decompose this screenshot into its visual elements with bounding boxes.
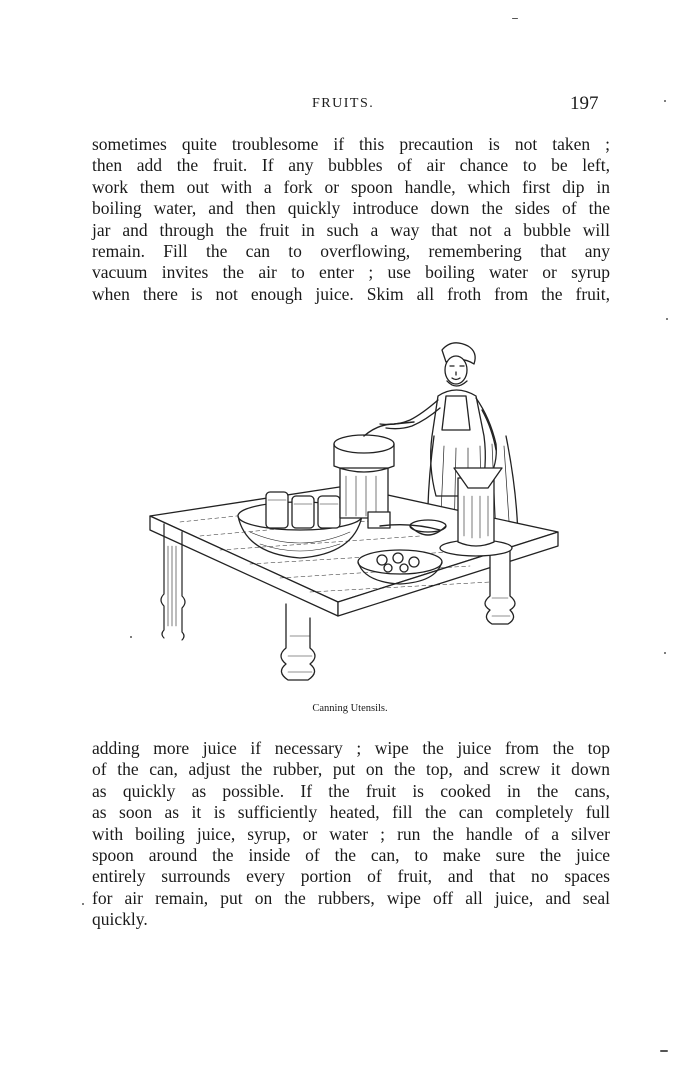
text-line: remain. Fill the can to overflowing, remembering that any <box>92 240 610 261</box>
text-line: spoon around the inside of the can, to make sure the juice <box>92 844 610 865</box>
text-line: adding more juice if necessary ; wipe the juice from the top <box>92 738 610 758</box>
print-speck <box>82 903 84 905</box>
text-line: vacuum invites the air to enter ; use boiling water or syrup <box>92 262 610 283</box>
page-number: 197 <box>570 93 599 114</box>
print-speck <box>664 100 666 102</box>
running-head <box>0 93 700 120</box>
text-line: with boiling juice, syrup, or water ; run the handle of a silver <box>92 823 610 844</box>
print-speck <box>660 1050 668 1052</box>
text-line: quickly. <box>92 909 148 930</box>
text-line: boiling water, and then quickly introduce down the sides of the <box>92 198 610 219</box>
top-paragraph <box>92 134 610 305</box>
figure-caption: Canning Utensils. <box>312 703 388 714</box>
bottom-paragraph <box>92 738 610 931</box>
text-line: jar and through the fruit in such a way that not a bubble will <box>92 219 610 240</box>
text-line: when there is not enough juice. Skim all froth from the fruit, <box>92 283 610 304</box>
print-speck <box>130 636 132 638</box>
print-speck <box>664 652 666 654</box>
text-line: work them out with a fork or spoon handle, which first dip in <box>92 176 610 197</box>
text-line: for air remain, put on the rubbers, wipe off all juice, and seal <box>92 887 610 908</box>
text-line: as soon as it is sufficiently heated, fill the can completely full <box>92 802 610 823</box>
text-line: then add the fruit. If any bubbles of air chance to be left, <box>92 155 610 176</box>
canning-utensils-illustration <box>120 336 560 692</box>
running-title: FRUITS. <box>312 96 375 111</box>
print-speck <box>512 18 518 19</box>
print-speck <box>666 318 668 320</box>
text-line: sometimes quite troublesome if this precaution is not taken ; <box>92 134 610 154</box>
text-line: as quickly as possible. If the fruit is cooked in the cans, <box>92 780 610 801</box>
text-line: of the can, adjust the rubber, put on the top, and screw it down <box>92 759 610 780</box>
text-line: entirely surrounds every portion of fruit, and that no spaces <box>92 866 610 887</box>
